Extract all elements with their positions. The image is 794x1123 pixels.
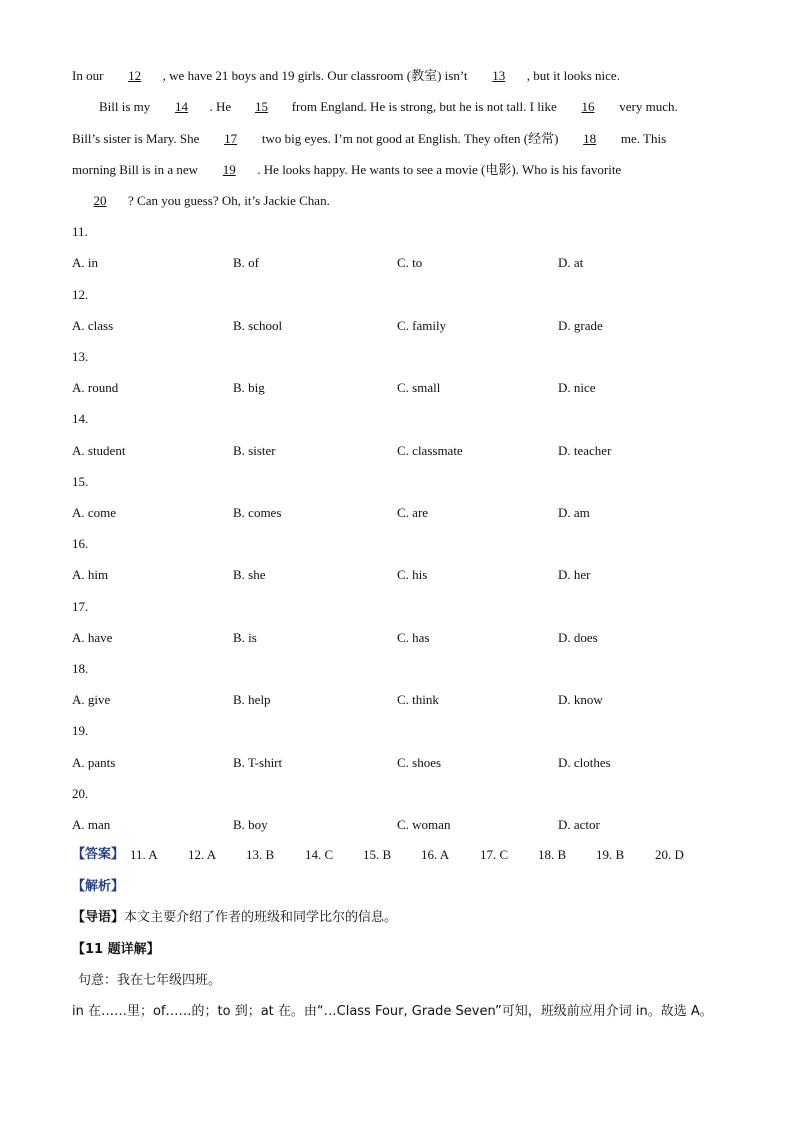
option-c: C. shoes bbox=[397, 755, 442, 770]
question-number: 17. bbox=[72, 599, 89, 614]
option-c: C. his bbox=[397, 567, 428, 582]
option-d: D. am bbox=[558, 505, 590, 520]
passage-text: , but it looks nice. bbox=[526, 68, 620, 83]
question-number: 11. bbox=[72, 224, 88, 239]
blank-16: 16 bbox=[581, 99, 595, 114]
answer-label: 【答案】 bbox=[72, 847, 125, 862]
passage-text: , we have 21 boys and 19 girls. Our classroom (教室) isn’t bbox=[162, 68, 471, 83]
guide-line bbox=[72, 909, 397, 927]
answer-item: 12. A bbox=[188, 847, 217, 862]
answer-item: 13. B bbox=[246, 847, 275, 862]
option-a: A. him bbox=[72, 567, 109, 582]
passage-line-5 bbox=[72, 192, 330, 210]
passage-text: In our bbox=[72, 68, 107, 83]
option-c: C. family bbox=[397, 318, 447, 333]
option-a: A. man bbox=[72, 817, 111, 832]
question-number: 13. bbox=[72, 349, 89, 364]
guide-label: 【导语】 bbox=[72, 910, 125, 925]
option-b: B. big bbox=[233, 380, 265, 395]
option-d: D. teacher bbox=[558, 443, 612, 458]
question-number: 15. bbox=[72, 474, 89, 489]
option-c: C. classmate bbox=[397, 443, 463, 458]
passage-text: very much. bbox=[615, 99, 678, 114]
blank-17: 17 bbox=[224, 131, 238, 146]
answer-item: 15. B bbox=[363, 847, 392, 862]
question-number: 12. bbox=[72, 287, 89, 302]
answer-item: 19. B bbox=[596, 847, 625, 862]
passage-line-3 bbox=[72, 130, 666, 148]
blank-20: 20 bbox=[93, 193, 107, 208]
passage-text: . He bbox=[209, 99, 235, 114]
option-c: C. woman bbox=[397, 817, 451, 832]
answer-item: 17. C bbox=[480, 847, 509, 862]
guide-text: 本文主要介绍了作者的班级和同学比尔的信息。 bbox=[124, 910, 398, 925]
option-d: D. does bbox=[558, 630, 598, 645]
option-d: D. actor bbox=[558, 817, 600, 832]
blank-15: 15 bbox=[254, 99, 268, 114]
answer-item: 16. A bbox=[421, 847, 450, 862]
blank-19: 19 bbox=[222, 162, 236, 177]
option-b: B. comes bbox=[233, 505, 282, 520]
option-d: D. grade bbox=[558, 318, 603, 333]
option-a: A. have bbox=[72, 630, 113, 645]
option-b: B. of bbox=[233, 255, 259, 270]
option-b: B. sister bbox=[233, 443, 276, 458]
question-number: 18. bbox=[72, 661, 89, 676]
answer-item: 11. A bbox=[130, 847, 158, 862]
blank-13: 13 bbox=[492, 68, 506, 83]
option-a: A. student bbox=[72, 443, 126, 458]
question-number: 16. bbox=[72, 536, 89, 551]
q11-sentence: 句意：我在七年级四班。 bbox=[78, 973, 222, 988]
question-number: 19. bbox=[72, 723, 89, 738]
option-a: A. come bbox=[72, 505, 117, 520]
passage-line-4 bbox=[72, 161, 621, 179]
passage-line-1 bbox=[72, 67, 620, 85]
analysis-label: 【解析】 bbox=[72, 879, 125, 894]
option-b: B. T-shirt bbox=[233, 755, 283, 770]
passage-text: Bill’s sister is Mary. She bbox=[72, 131, 203, 146]
passage-text: two big eyes. I’m not good at English. They often (经常) bbox=[258, 131, 562, 146]
option-a: A. in bbox=[72, 255, 98, 270]
option-d: D. clothes bbox=[558, 755, 611, 770]
blank-18: 18 bbox=[583, 131, 597, 146]
option-d: D. her bbox=[558, 567, 591, 582]
option-c: C. think bbox=[397, 692, 439, 707]
option-b: B. she bbox=[233, 567, 266, 582]
question-number: 20. bbox=[72, 786, 89, 801]
passage-text: . He looks happy. He wants to see a movie (电影). Who is his favorite bbox=[257, 162, 622, 177]
blank-12: 12 bbox=[128, 68, 142, 83]
passage-line-2 bbox=[99, 98, 678, 116]
option-d: D. at bbox=[558, 255, 584, 270]
option-d: D. nice bbox=[558, 380, 596, 395]
option-d: D. know bbox=[558, 692, 603, 707]
q11-explanation: in 在……里；of……的；to 到；at 在。由“…Class Four, Grade Seven”可知，班级前应用介词 in。故选 A。 bbox=[72, 1004, 713, 1019]
question-number: 14. bbox=[72, 411, 89, 426]
option-a: A. round bbox=[72, 380, 119, 395]
answer-item: 14. C bbox=[305, 847, 334, 862]
option-b: B. is bbox=[233, 630, 257, 645]
answer-item: 18. B bbox=[538, 847, 567, 862]
passage-text: me. This bbox=[617, 131, 667, 146]
option-a: A. give bbox=[72, 692, 111, 707]
option-b: B. boy bbox=[233, 817, 268, 832]
passage-text: morning Bill is in a new bbox=[72, 162, 202, 177]
answer-item: 20. D bbox=[655, 847, 684, 862]
passage-text: ? Can you guess? Oh, it’s Jackie Chan. bbox=[128, 193, 330, 208]
passage-text: from England. He is strong, but he is not tall. I like bbox=[288, 99, 560, 114]
option-b: B. school bbox=[233, 318, 283, 333]
option-c: C. to bbox=[397, 255, 423, 270]
option-c: C. are bbox=[397, 505, 429, 520]
option-b: B. help bbox=[233, 692, 271, 707]
option-c: C. small bbox=[397, 380, 441, 395]
q11-detail-label: 【11 题详解】 bbox=[72, 942, 160, 957]
option-a: A. class bbox=[72, 318, 114, 333]
option-c: C. has bbox=[397, 630, 430, 645]
blank-14: 14 bbox=[175, 99, 189, 114]
option-a: A. pants bbox=[72, 755, 116, 770]
passage-text: Bill is my bbox=[99, 99, 154, 114]
